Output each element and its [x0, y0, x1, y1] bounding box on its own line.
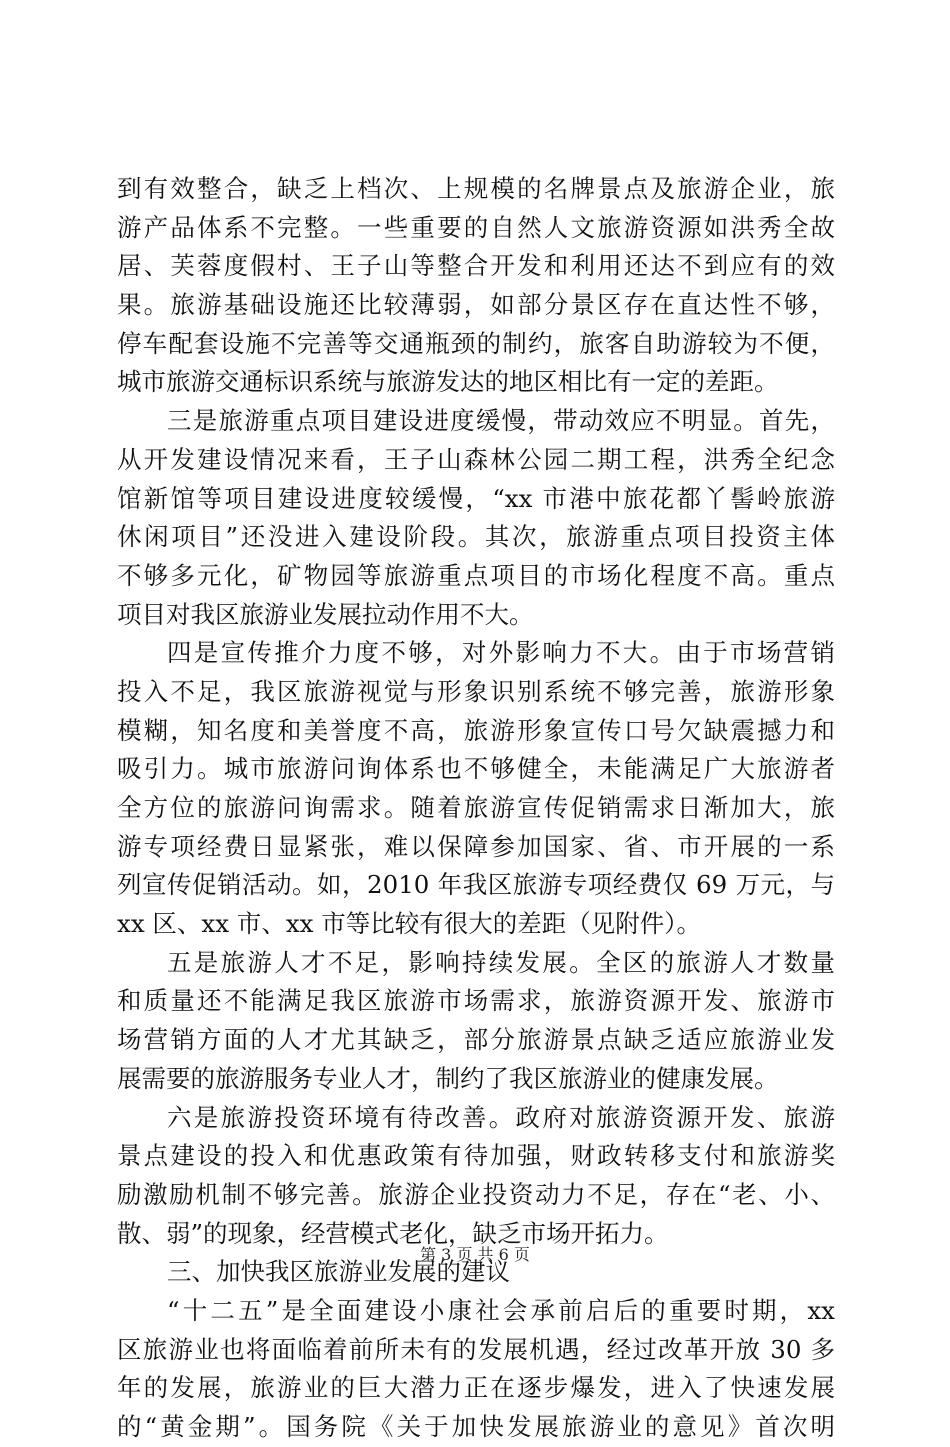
text-line: 四是宣传推介力度不够，对外影响力不大。由于市场营销 [167, 638, 835, 668]
text-line: 三是旅游重点项目建设进度缓慢，带动效应不明显。首先， [167, 406, 835, 436]
text-line: 投入不足，我区旅游视觉与形象识别系统不够完善，旅游形象 [117, 676, 835, 706]
text-line: 停车配套设施不完善等交通瓶颈的制约，旅客自助游较为不便， [117, 328, 835, 358]
text-line: 全方位的旅游问询需求。随着旅游宣传促销需求日渐加大，旅 [117, 793, 835, 822]
text-line: 五是旅游人才不足，影响持续发展。全区的旅游人才数量 [167, 947, 835, 977]
text-line: 游产品体系不完整。一些重要的自然人文旅游资源如洪秀全故 [117, 212, 835, 242]
text-line: 城市旅游交通标识系统与旅游发达的地区相比有一定的差距。 [117, 367, 779, 397]
text-line: 场营销方面的人才尤其缺乏，部分旅游景点缺乏适应旅游业发 [117, 1025, 835, 1055]
text-line: 和质量还不能满足我区旅游市场需求，旅游资源开发、旅游市 [117, 986, 835, 1016]
text-line: 游专项经费日显紧张，难以保障参加国家、省、市开展的一系 [117, 831, 835, 861]
text-line: 模糊，知名度和美誉度不高，旅游形象宣传口号欠缺震撼力和 [117, 715, 835, 745]
text-line: 的“黄金期”。国务院《关于加快发展旅游业的意见》首次明 [117, 1412, 835, 1441]
text-line: 到有效整合，缺乏上档次、上规模的名牌景点及旅游企业，旅 [117, 174, 835, 203]
text-line: 从开发建设情况来看，王子山森林公园二期工程，洪秀全纪念 [117, 444, 835, 474]
text-line: 项目对我区旅游业发展拉动作用不大。 [117, 599, 534, 629]
text-line: 散、弱”的现象，经营模式老化，缺乏市场开拓力。 [117, 1218, 669, 1248]
text-line: 景点建设的投入和优惠政策有待加强，财政转移支付和旅游奖 [117, 1141, 835, 1171]
text-line: xx 区、xx 市、xx 市等比较有很大的差距（见附件）。 [117, 909, 702, 939]
text-line: 不够多元化，矿物园等旅游重点项目的市场化程度不高。重点 [117, 560, 835, 590]
text-line: 励激励机制不够完善。旅游企业投资动力不足，存在“老、小、 [117, 1179, 835, 1209]
text-line: 居、芙蓉度假村、王子山等整合开发和利用还达不到应有的效 [117, 251, 835, 281]
page-footer: 第 3 页 共 6 页 [420, 1245, 530, 1264]
text-line: 年的发展，旅游业的巨大潜力正在逐步爆发，进入了快速发展 [117, 1373, 835, 1403]
text-line: 吸引力。城市旅游问询体系也不够健全，未能满足广大旅游者 [117, 754, 835, 784]
text-line: 列宣传促销活动。如，2010 年我区旅游专项经费仅 69 万元，与 [117, 870, 835, 900]
text-line: 三、加快我区旅游业发展的建议 [167, 1257, 510, 1287]
text-line: 展需要的旅游服务专业人才，制约了我区旅游业的健康发展。 [117, 1063, 779, 1093]
text-line: “十二五”是全面建设小康社会承前启后的重要时期，xx [167, 1295, 835, 1325]
text-line: 区旅游业也将面临着前所未有的发展机遇，经过改革开放 30 多 [117, 1334, 835, 1364]
text-line: 六是旅游投资环境有待改善。政府对旅游资源开发、旅游 [167, 1102, 835, 1132]
text-line: 馆新馆等项目建设进度较缓慢，“xx 市港中旅花都丫髻岭旅游 [117, 483, 835, 513]
text-line: 休闲项目”还没进入建设阶段。其次，旅游重点项目投资主体 [117, 522, 835, 552]
text-line: 果。旅游基础设施还比较薄弱，如部分景区存在直达性不够， [117, 290, 835, 320]
